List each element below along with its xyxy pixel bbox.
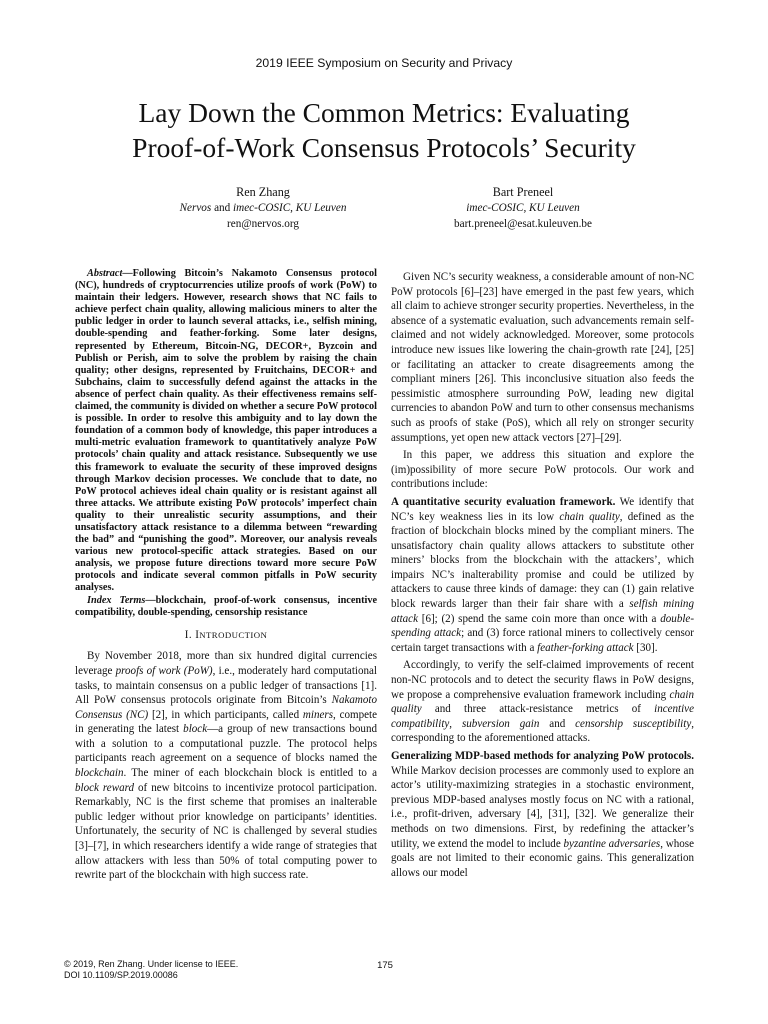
term-nc: Nakamoto Consensus (NC) (75, 694, 377, 721)
text-run: By November 2018, more than six hundred digital currencies leverage (75, 650, 377, 677)
copyright-footer (64, 959, 238, 981)
right-paragraph-2: In this paper, we address this situation and explore the (im)possibility of more secure PoW protocols. Our work and contributions include: (391, 449, 694, 491)
term-censorship-susceptibility: censorship susceptibility (575, 717, 692, 730)
affiliation-part: imec-COSIC, KU Leuven (466, 202, 580, 214)
text-run: , defined as the fraction of blockchain blocks mined by the compliant miners. The unsatisfactory chain quality allows attackers to substitute other miners’ blocks from the blockchain with the attackers’, which impairs NC’s inalterability promise and could be utilized by attackers to cause three kinds of damage: they can (1) gain relative block rewards larger than their fair share with a (391, 510, 694, 611)
term-miners: miners (302, 708, 333, 721)
right-paragraph-4 (391, 658, 694, 746)
author-affiliation (373, 200, 673, 216)
term-subversion-gain: subversion gain (461, 717, 540, 730)
author-block-2 (373, 184, 673, 232)
right-column (391, 270, 694, 880)
right-paragraph-3 (391, 495, 694, 656)
text-run: , corresponding to the aforementioned attacks. (391, 717, 694, 745)
author-name: Bart Preneel (492, 185, 554, 199)
term-pow: proofs of work (PoW) (115, 664, 213, 677)
text-run: , i.e., moderately hard computational tasks, to maintain consensus on a public ledger of transactions [1]. All PoW consensus protocols originate from Bitcoin’s (75, 664, 377, 707)
term-block-reward: block reward (75, 781, 135, 794)
affiliation-part: Nervos (179, 202, 212, 214)
text-run: [30]. (633, 641, 658, 654)
right-paragraph-5 (391, 749, 694, 880)
intro-paragraph-1 (75, 649, 377, 883)
text-run: of new bitcoins to incentivize protocol participation. Remarkably, NC is the first scheme that promises an inalterable public ledger without prior knowledge on participants’ identities. Unfortunately, the security of NC is challenged by several studies [3]–[7], in which researchers identify a wide range of strategies that allow attackers with less than 50% of total computing power to rewrite part of the blockchain with high success rate. (75, 781, 378, 882)
author-email[interactable]: bart.preneel@esat.kuleuven.be (454, 218, 592, 230)
term-incentive-compatibility: incentive compatibility (391, 703, 694, 730)
title-line-2: Proof-of-Work Consensus Protocols’ Security (132, 132, 636, 163)
term-selfish-mining: selfish mining attack (391, 598, 694, 625)
text-run: , whose goals are not limited to their economic gains. This generalization allows our model (391, 837, 694, 879)
contribution-heading: A quantitative security evaluation framework. (391, 495, 616, 508)
left-column (75, 268, 377, 883)
text-run: We identify that NC’s key weakness lies in its low (391, 495, 694, 523)
paper-title (0, 95, 768, 165)
section-heading-introduction (75, 628, 377, 643)
contribution-heading: Generalizing MDP-based methods for analyzing PoW protocols. (391, 750, 694, 762)
author-name: Ren Zhang (236, 185, 290, 199)
text-run: Accordingly, to verify the self-claimed improvements of recent non-NC protocols and to detect the security flaws in PoW designs, we propose a comprehensive evaluation framework including (391, 659, 694, 701)
section-numeral: I. (184, 628, 196, 641)
abstract-text: —Following Bitcoin’s Nakamoto Consensus protocol (NC), hundreds of cryptocurrencies utilize proofs of work (PoW) to maintain their ledgers. However, research shows that NC fails to achieve perfect chain quality, allowing malicious miners to alter the public ledger in order to launch several attacks, i.e., selfish mining, double-spending and feather-forking. Some later designs, represented by Ethereum, Bitcoin-NG, DECOR+, Byzcoin and Publish or Perish, aim to solve the problem by raising the chain quality; other designs, represented by Fruitchains, DECOR+ and Subchains, claim to successfully defend against the attacks in the absence of perfect chain quality. As their effectiveness remains self-claimed, the community is divided on whether a secure PoW protocol is possible. In order to resolve this ambiguity and to lay down the foundation of a common body of knowledge, this paper introduces a multi-metric evaluation framework to quantitatively analyze PoW protocols’ chain quality and attack resistance. Subsequently we use this framework to evaluate the security of these improved designs through Markov decision processes. We conclude that to date, no PoW protocol achieves ideal chain quality or is resistant against all three attacks. We attribute existing PoW protocols’ imperfect chain quality to their unrealistic security assumptions, and their unsatisfactory attack resistance to a dilemma between “rewarding the bad” and “punishing the good”. Moreover, our analysis reveals various new protocol-specific attack strategies. Based on our analysis, we propose future directions toward more secure PoW protocols and indicate several common pitfalls in PoW security analyses. (75, 268, 377, 594)
term-blockchain: blockchain (75, 767, 124, 780)
text-run: ; and (3) force rational miners to collectively censor certain target transactions with a (391, 627, 694, 654)
term-byzantine-adversaries: byzantine adversaries (563, 837, 661, 850)
term-chain-quality: chain quality (391, 688, 694, 716)
right-paragraph-1: Given NC’s security weakness, a considerable amount of non-NC PoW protocols [6]–[23] have emerged in the past few years, which all claim to achieve stronger security properties. Nevertheless, in the absence of a systematic evaluation, such advancements remain self-claimed and not widely acknowledged. Moreover, some protocols introduce new issues like lowering the chain-growth rate [24], [25] or facilitating an attacker to create disagreements among the compliant miners [26]. This inconclusive situation also feeds the pessimistic atmosphere surrounding PoW, leading new digital currencies to abandon PoW and turn to other consensus mechanisms such as proofs of stake (PoS), which all rely on stronger security assumptions, yet open new attack vectors [27]–[29]. (391, 271, 694, 444)
term-block: block (183, 723, 208, 736)
term-feather-forking: feather-forking attack (537, 641, 634, 654)
page-number: 175 (377, 960, 393, 971)
text-run: [6]; (2) spend the same coin more than once with a (418, 612, 661, 625)
abstract-label: Abstract (87, 268, 123, 279)
venue-header: 2019 IEEE Symposium on Security and Privacy (255, 56, 513, 70)
text-run: —a group of new transactions bound with a solution to a computational puzzle. The protocol helps participants reach agreement on a sequence of blocks named the (75, 723, 377, 765)
author-affiliation (113, 200, 413, 216)
section-initial: I (195, 628, 200, 641)
section-rest: NTRODUCTION (199, 629, 268, 640)
author-email[interactable]: ren@nervos.org (227, 218, 299, 230)
text-run: . The miner of each blockchain block is entitled to a (123, 767, 377, 780)
index-terms-label: Index Terms (87, 594, 146, 606)
affiliation-part: imec-COSIC, KU Leuven (233, 202, 347, 214)
index-terms (75, 595, 377, 619)
term-double-spending: double-spending attack (391, 612, 694, 640)
copyright-line: © 2019, Ren Zhang. Under license to IEEE. (64, 959, 239, 969)
index-terms-text: —blockchain, proof-of-work consensus, incentive compatibility, double-spending, censorship resistance (75, 594, 378, 618)
abstract (75, 268, 377, 595)
text-run: [2], in which participants, called (148, 708, 303, 721)
affiliation-and: and (211, 202, 234, 214)
author-block-1 (113, 184, 413, 232)
text-run: , compete in generating the latest (75, 708, 377, 736)
text-run: While Markov decision processes are commonly used to explore an actor’s utility-maximizing strategies in a stochastic environment, previous MDP-based analyses mostly focus on NC with a rational, i.e., profit-driven, adversary [4], [31], [32]. We generalize their methods on two dimensions. First, by redefining the attacker’s utility, we extend the model to include (391, 764, 694, 850)
term-chain-quality: chain quality (559, 510, 620, 523)
title-line-1: Lay Down the Common Metrics: Evaluating (138, 97, 630, 128)
doi-line[interactable]: DOI 10.1109/SP.2019.00086 (64, 970, 178, 980)
text-run: and (539, 717, 576, 730)
text-run: , (449, 717, 462, 730)
text-run: and three attack-resistance metrics of (421, 703, 655, 716)
